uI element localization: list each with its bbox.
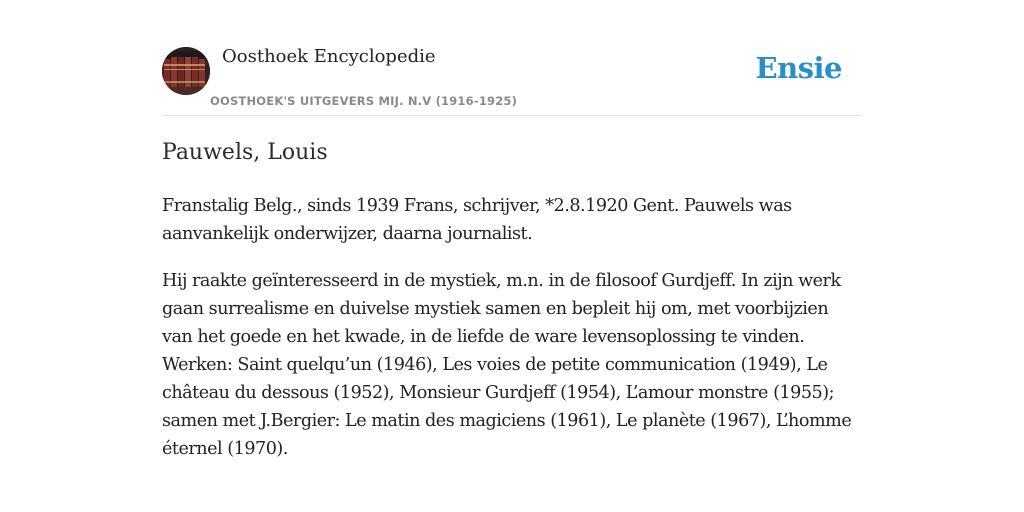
entry-paragraph: Franstalig Belg., sinds 1939 Frans, schrijver, *2.8.1920 Gent. Pauwels was aanvankelijk onderwijzer, daarna journalist. <box>162 196 792 244</box>
brand-logo[interactable]: Ensie <box>755 51 842 85</box>
site-title[interactable]: Oosthoek Encyclopedie <box>222 46 436 67</box>
encyclopedia-books-icon[interactable] <box>162 47 210 95</box>
entry-body <box>162 192 862 482</box>
entry-title: Pauwels, Louis <box>162 140 328 165</box>
page-container <box>162 0 862 459</box>
site-subtitle: OOSTHOEK'S UITGEVERS MIJ. N.V (1916-1925) <box>210 94 518 108</box>
entry-paragraph: Hij raakte geïnteresseerd in de mystiek, m.n. in de filosoof Gurdjeff. In zijn werk gaan surrealisme en duivelse mystiek samen en bepleit hij om, met voorbijzien van het goede en het kwade, in de liefde de ware levensoplossing te vinden. Werken: Saint quelqu’un (1946), Les voies de petite communication (1949), Le château du dessous (1952), Monsieur Gurdjeff (1954), L’amour monstre (1955); samen met J.Bergier: Le matin des magiciens (1961), Le planète (1967), L’homme éternel (1970). <box>162 271 852 459</box>
header <box>162 0 862 116</box>
